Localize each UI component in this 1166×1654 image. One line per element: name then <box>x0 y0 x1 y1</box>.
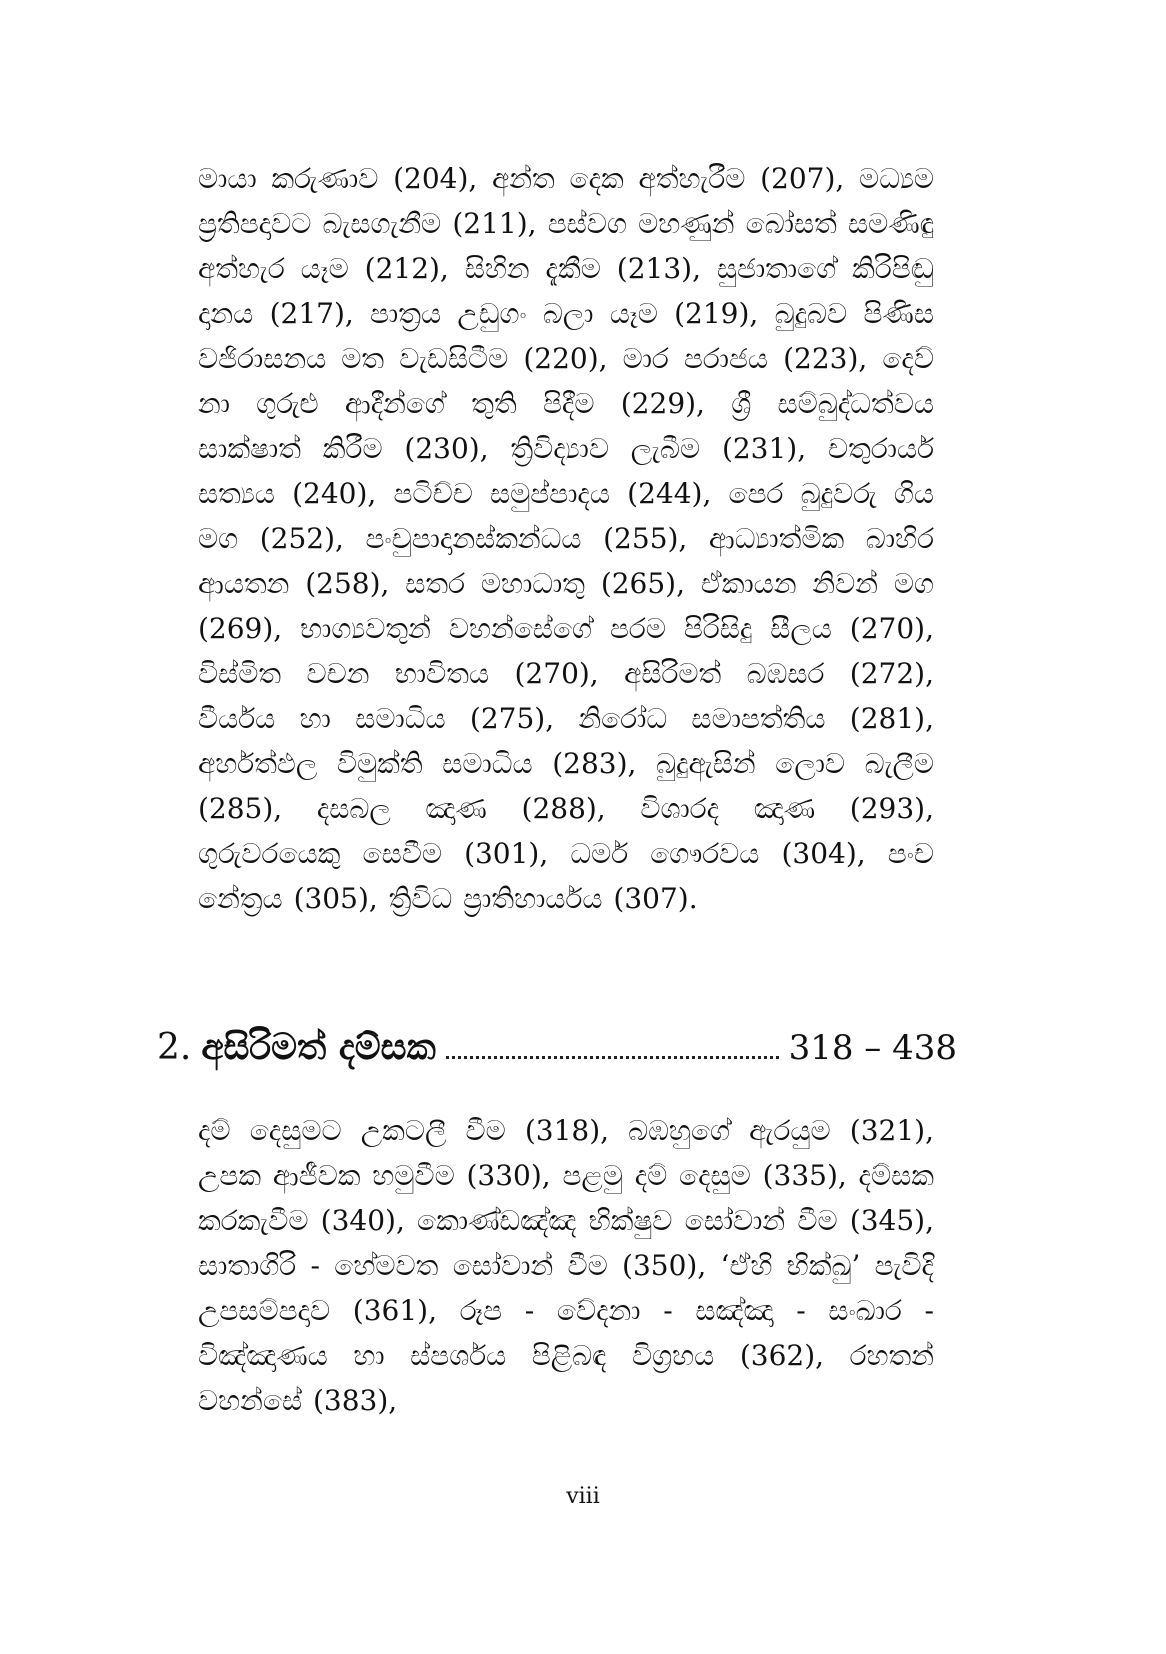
contents-paragraph-1: මායා කරුණාව (204), අන්ත දෙක අත්හැරීම (207), මධ්‍යම ප්‍රතිපදාවට බැසගැනීම (211), පස්වග මහණුන් බෝසත් සමණිඳු අත්හැර යෑම (212), සිහින දැකීම (213), සුජාතාගේ කිරිපිඬු දානය (217), පාත්‍රය උඩුගං බලා යෑම (219), බුදුබව පිණිස වජිරාසනය මත වැඩසිටීම (220), මාර පරාජය (223), දෙව් නා ගුරුළු ආදීන්ගේ තුති පිදීම (229), ශ්‍රී සම්බුද්ධත්වය සාක්ෂාත් කිරීම (230), ත්‍රිවිද්‍යාව ලැබීම (231), චතුරාර්ය සත්‍යය (240), පටිච්ච සමුප්පාදය (244), පෙර බුදුවරු ගිය මග (252), පංචුපාදානස්කන්ධය (255), ආධ්‍යාත්මික බාහිර ආයතන (258), සතර මහාධාතු (265), ඒකායන නිවන් මග (269), භාග්‍යවතුන් වහන්සේගේ පරම පිරිසිදු සීලය (270), විස්මිත වචන භාවිතය (270), අසිරිමත් බඹසර (272), වීර්යය හා සමාධිය (275), නිරෝධ සමාපත්තිය (281), අර්හත්ඵල විමුක්ති සමාධිය (283), බුදුඇසින් ලොව බැලීම (285), දසබල ඤාණ (288), විශාරද ඤාණ (293), ගුරුවරයෙකු සෙවීම (301), ධර්ම ගෞරවය (304), පංච නේත්‍රය (305), ත්‍රිවිධ ප්‍රාතිහාර්යය (307). <box>198 162 934 915</box>
section-page-range: 318 – 438 <box>788 1028 957 1068</box>
section-heading <box>157 1026 957 1086</box>
contents-paragraph-2: දම් දෙසුමට උකටලී වීම (318), බඹහුගේ ඇරයුම (321), උපක ආජීවක හමුවීම (330), පළමු දම් දෙසුම (335), දම්සක කරකැවීම (340), කොණ්ඩඤ්ඤ භික්ෂුව සෝවාන් වීම (345), සාතාගිරි - හේමවත සෝවාන් වීම (350), ‘ඒහි භික්ඛු’ පැවිදි උපසම්පදාව (361), රූප - වේදනා - සඤ්ඤා - සංඛාර - විඤ්ඤාණය හා ස්පර්ශය පිළිබඳ විග්‍රහය (362), රහතන් වහන්සේ (383), <box>198 1114 934 1417</box>
dot-leader <box>446 1056 779 1059</box>
page-number: viii <box>566 1484 600 1509</box>
section-number: 2. <box>157 1027 192 1068</box>
section-title: අසිරිමත් දම්සක <box>201 1026 436 1068</box>
